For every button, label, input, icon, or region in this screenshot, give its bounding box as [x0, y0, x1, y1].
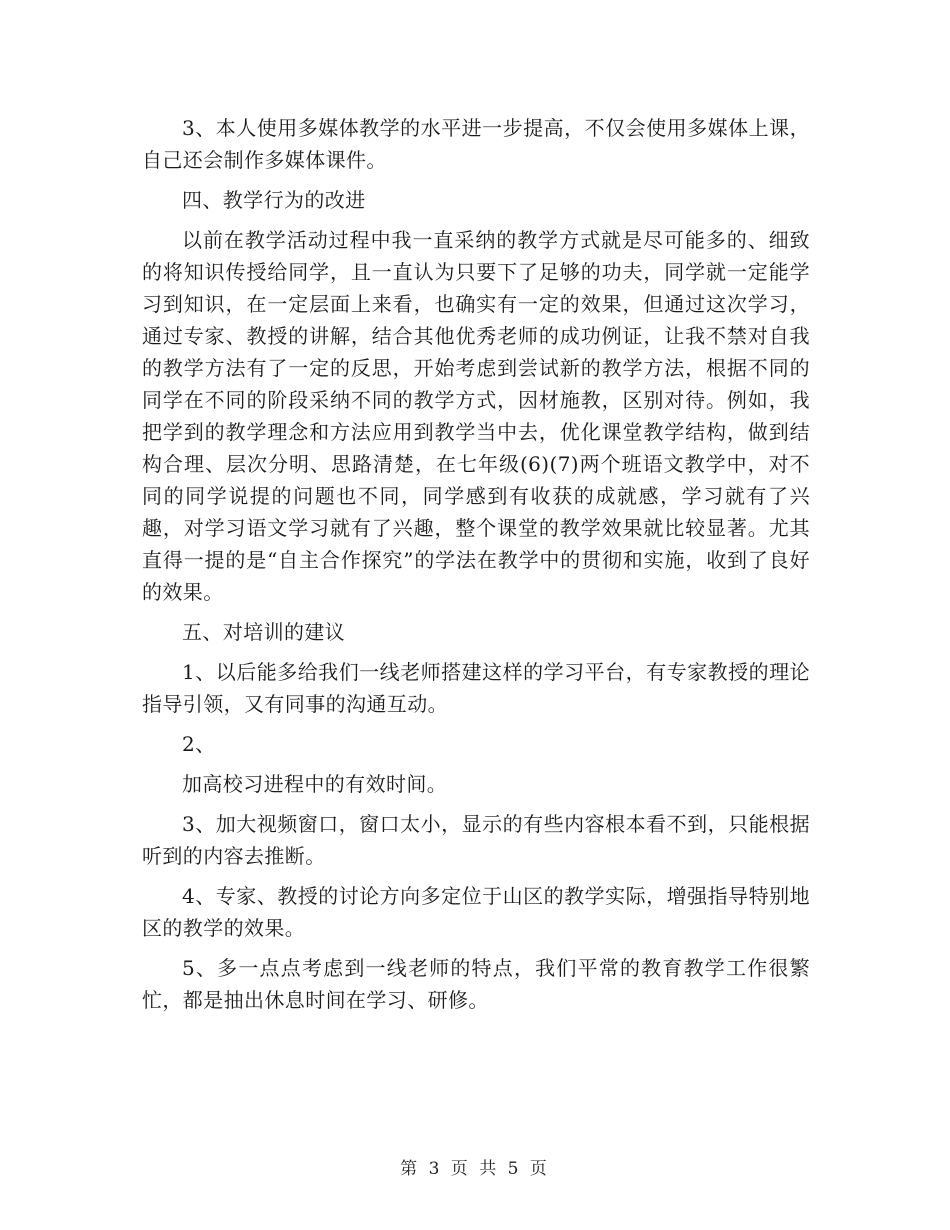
suggestion-3: 3、加大视频窗口，窗口太小，显示的有些内容根本看不到，只能根据听到的内容去推断。: [142, 812, 810, 868]
page-footer: 第 3 页 共 5 页: [400, 1159, 550, 1179]
section-heading-5: 五、对培训的建议: [182, 620, 346, 644]
document-body: [142, 112, 810, 1024]
suggestion-5: 5、多一点点考虑到一线老师的特点，我们平常的教育教学工作很繁忙，都是抽出休息时间在学习、研修。: [142, 956, 810, 1012]
suggestion-1: 1、以后能多给我们一线老师搭建这样的学习平台，有专家教授的理论指导引领，又有同事的沟通互动。: [142, 660, 810, 716]
paragraph-multimedia: 3、本人使用多媒体教学的水平进一步提高，不仅会使用多媒体上课，自己还会制作多媒体课件。: [142, 116, 810, 172]
suggestion-2-number: 2、: [182, 732, 216, 756]
paragraph-teaching-improvement: 以前在教学活动过程中我一直采纳的教学方式就是尽可能多的、细致的将知识传授给同学，且一直认为只要下了足够的功夫，同学就一定能学习到知识，在一定层面上来看，也确实有一定的效果，但通过这次学习，通过专家、教授的讲解，结合其他优秀老师的成功例证，让我不禁对自我的教学方法有了一定的反思，开始考虑到尝试新的教学方法，根据不同的同学在不同的阶段采纳不同的教学方式，因材施教，区别对待。例如，我把学到的教学理念和方法应用到教学当中去，优化课堂教学结构，做到结构合理、层次分明、思路清楚，在七年级(6)(7)两个班语文教学中，对不同的同学说提的问题也不同，同学感到有收获的成就感，学习就有了兴趣，对学习语文学习就有了兴趣，整个课堂的教学效果就比较显著。尤其直得一提的是“自主合作探究”的学法在教学中的贯彻和实施，收到了良好的效果。: [142, 228, 810, 604]
suggestion-2-text: 加高校习进程中的有效时间。: [182, 772, 448, 796]
section-heading-4: 四、教学行为的改进: [182, 188, 366, 212]
suggestion-4: 4、专家、教授的讨论方向多定位于山区的教学实际，增强指导特别地区的教学的效果。: [142, 884, 810, 940]
